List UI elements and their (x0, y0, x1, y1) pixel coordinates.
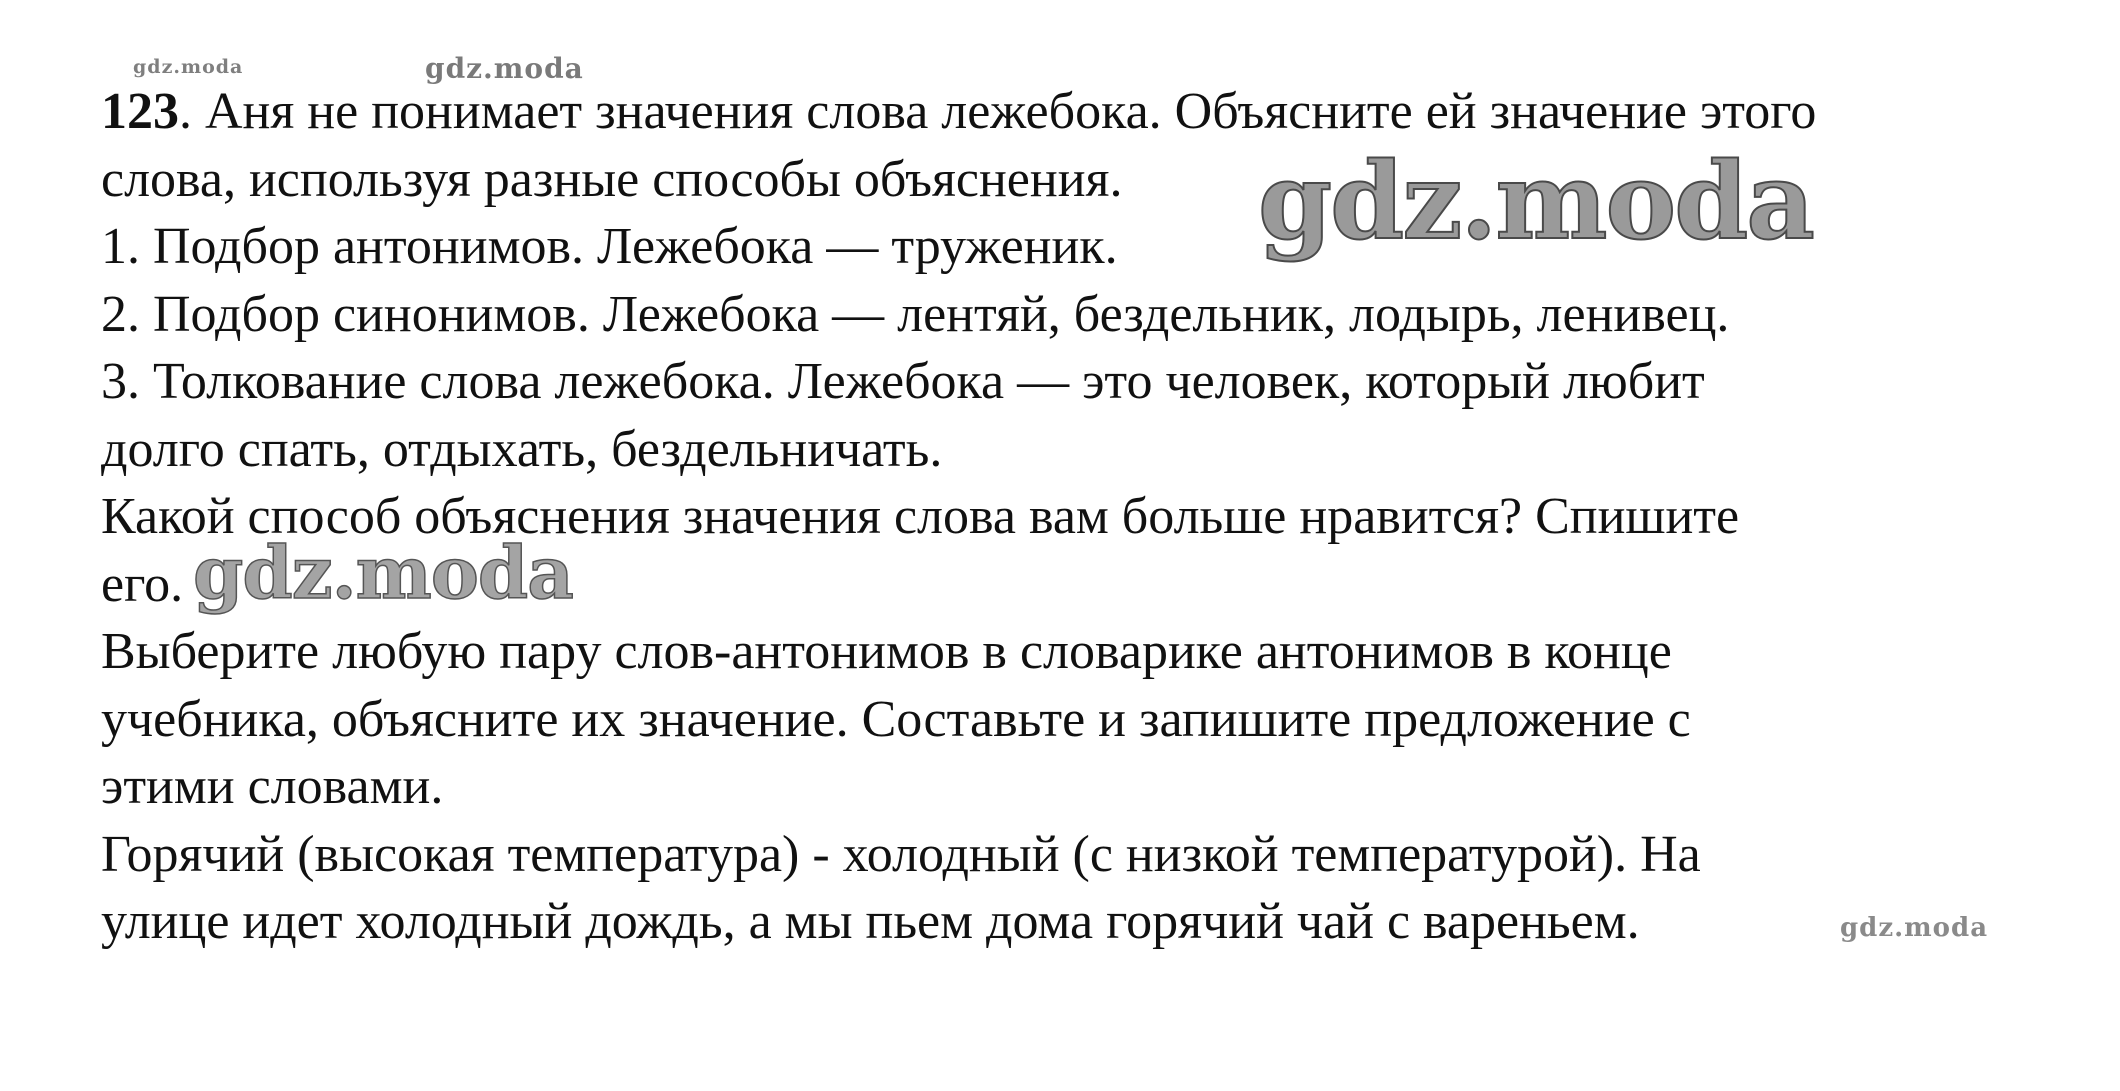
text-line-11: этими словами. (101, 758, 444, 815)
text-line-13: улице идет холодный дождь, а мы пьем дома горячий чай с вареньем. (101, 893, 1640, 950)
line-text: . Аня не понимает значения слова лежебока. Объясните ей значение этого (179, 83, 1817, 140)
text-line-8: его. (101, 555, 184, 613)
text-line-3: 1. Подбор антонимов. Лежебока — труженик. (101, 218, 1118, 275)
text-line-5: 3. Толкование слова лежебока. Лежебока — это человек, который любит (101, 353, 1705, 410)
cropped-text-fragment (420, 0, 900, 8)
watermark-medium: gdz.moda (193, 530, 573, 615)
watermark-end: gdz.moda (1840, 913, 1989, 943)
watermark-large: gdz.moda (1258, 138, 1813, 263)
text-line-7: Какой способ объяснения значения слова вам больше нравится? Спишите (101, 488, 1740, 545)
text-line-9: Выберите любую пару слов-антонимов в словарике антонимов в конце (101, 623, 1672, 680)
text-line-1 (101, 78, 2081, 146)
text-line-6: долго спать, отдыхать, бездельничать. (101, 420, 943, 478)
text-line-12: Горячий (высокая температура) - холодный (с низкой температурой). На (101, 825, 1701, 883)
text-line-2: слова, используя разные способы объяснения. (101, 150, 1123, 208)
exercise-number: 123 (101, 83, 179, 140)
text-line-10: учебника, объясните их значение. Составьте и запишите предложение с (101, 690, 1691, 748)
watermark-small: gdz.moda (133, 56, 244, 78)
text-line-4: 2. Подбор синонимов. Лежебока — лентяй, бездельник, лодырь, ленивец. (101, 285, 1730, 343)
watermark-top: gdz.moda (425, 52, 584, 85)
